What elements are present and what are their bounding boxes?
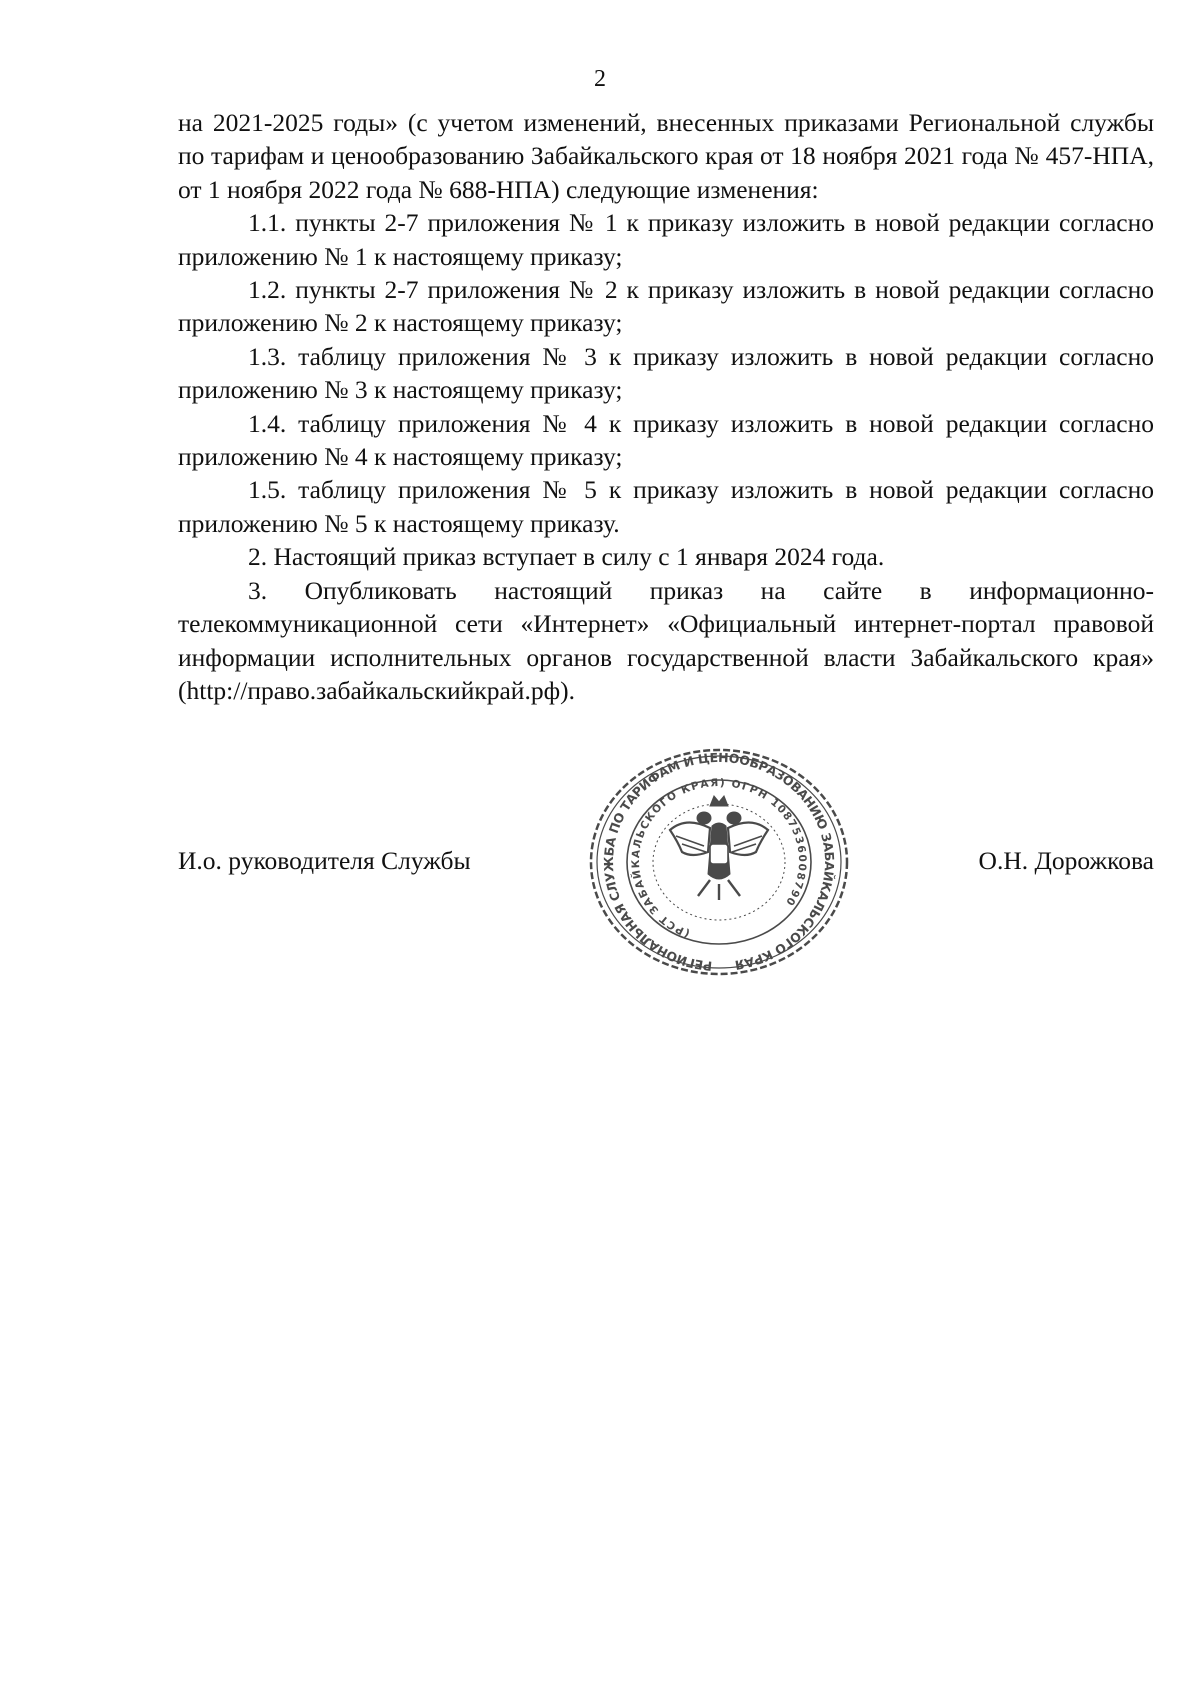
- paragraph-item-3: 3. Опубликовать настоящий приказ на сайте в информационно-телекоммуникационной сети «Интернет» «Официальный интернет-портал правовой информации исполнительных органов государственной власти Забайкальского края» (http://право.забайкальскийкрай.рф).: [178, 575, 1154, 705]
- paragraph-item-1-1: 1.1. пункты 2-7 приложения № 1 к приказу изложить в новой редакции согласно приложению № 1 к настоящему приказу;: [178, 208, 1154, 271]
- paragraph-item-1-5: 1.5. таблицу приложения № 5 к приказу изложить в новой редакции согласно приложению № 5 к настоящему приказу.: [178, 475, 1154, 538]
- paragraph-continuation: на 2021-2025 годы» (с учетом изменений, внесенных приказами Региональной службы по тарифам и ценообразованию Забайкальского края от 18 ноября 2021 года № 457-НПА, от 1 ноября 2022 года № 688-НПА) следующие изменения:: [178, 108, 1154, 204]
- stamp-seal-graphic: [586, 746, 852, 978]
- document-body: [178, 106, 1154, 707]
- signer-title: И.о. руководителя Службы: [178, 846, 471, 875]
- svg-text:РЕГИОНАЛЬНАЯ СЛУЖБА ПО ТАРИФАМ: РЕГИОНАЛЬНАЯ СЛУЖБА ПО ТАРИФАМ И ЦЕНООБРАЗОВАНИЮ ЗАБАЙКАЛЬСКОГО КРАЯ: [600, 749, 838, 974]
- paragraph-item-1-2: 1.2. пункты 2-7 приложения № 2 к приказу изложить в новой редакции согласно приложению № 2 к настоящему приказу;: [178, 275, 1154, 338]
- paragraph-item-2: 2. Настоящий приказ вступает в силу с 1 января 2024 года.: [248, 542, 885, 572]
- paragraph-item-1-3: 1.3. таблицу приложения № 3 к приказу изложить в новой редакции согласно приложению № 3 к настоящему приказу;: [178, 341, 1154, 405]
- paragraph-item-1-4: 1.4. таблицу приложения № 4 к приказу изложить в новой редакции согласно приложению № 4 к настоящему приказу;: [178, 408, 1154, 472]
- eagle-emblem-icon: [670, 796, 768, 900]
- svg-text:(РСТ ЗАБАЙКАЛЬСКОГО КРАЯ) ОГРН: (РСТ ЗАБАЙКАЛЬСКОГО КРАЯ) ОГРН 1087536008790: [629, 776, 809, 940]
- page-number: 2: [594, 66, 606, 92]
- official-stamp: [586, 746, 852, 978]
- signer-name: О.Н. Дорожкова: [978, 846, 1154, 875]
